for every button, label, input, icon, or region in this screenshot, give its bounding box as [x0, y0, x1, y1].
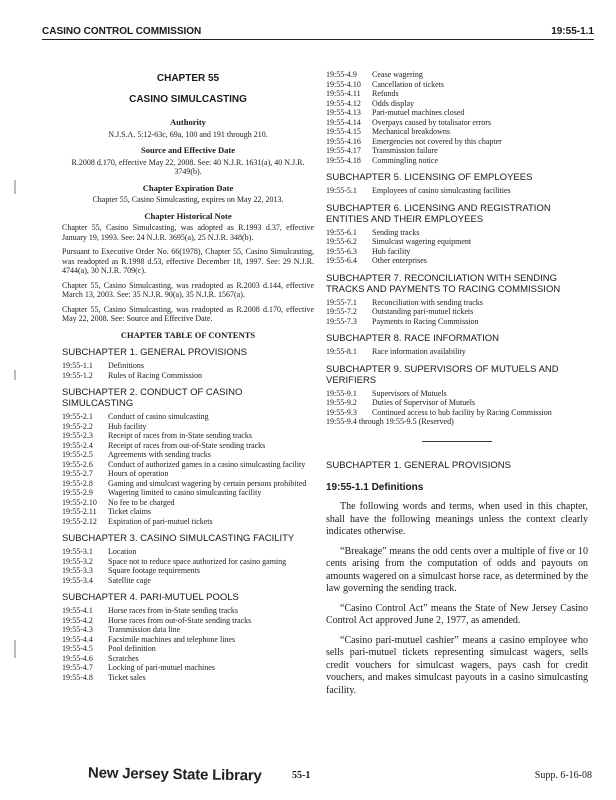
toc-entry: [62, 576, 314, 586]
subchapter-heading: SUBCHAPTER 8. RACE INFORMATION: [326, 333, 499, 344]
toc-entry-title: Horse races from out-of-State sending tracks: [108, 615, 252, 625]
toc-entry-number: 19:55-2.2: [62, 421, 93, 431]
toc-list: [326, 298, 588, 327]
body-paragraph: “Breakage” means the odd cents over a multiple of five or 10 cents arising from the computation of odds and payouts on amounts wagered on a simulcast horse race, as determined by the law governing the sending track.: [326, 545, 588, 594]
toc-entry-number: 19:55-4.5: [62, 644, 93, 653]
toc-entry-title: Outstanding pari-mutuel tickets: [372, 307, 474, 316]
section-heading: 19:55-1.1 Definitions: [326, 481, 424, 493]
scan-margin-marks: [8, 120, 28, 680]
toc-entry-number: 19:55-4.10: [326, 79, 361, 89]
toc-entry-title: Gaming and simulcast wagering by certain persons prohibited: [108, 478, 307, 488]
toc-entry-number: 19:55-3.1: [62, 547, 93, 556]
toc-entry-number: 19:55-6.1: [326, 227, 357, 237]
history-note: Chapter 55, Casino Simulcasting, was readopted as R.2008 d.170, effective May 22, 2008. See: Source and Effective Date.: [62, 304, 314, 323]
toc-entry: [62, 606, 314, 616]
toc-entry-title: Rules of Racing Commission: [108, 370, 202, 380]
toc-entry-number: 19:55-4.4: [62, 634, 93, 644]
toc-entry-number: 19:55-4.17: [326, 146, 361, 155]
toc-entry-number: 19:55-4.9: [326, 70, 357, 79]
toc-entry-number: 19:55-2.9: [62, 488, 93, 497]
toc-entry: [62, 441, 314, 451]
toc-entry-title: Simulcast wagering equipment: [372, 237, 472, 246]
toc-entry: [62, 507, 314, 517]
toc-entry: [62, 371, 314, 381]
history-note: Chapter 55, Casino Simulcasting, was readopted as R.2003 d.144, effective March 13, 2003. See: 35 N.J.R. 90(a), 35 N.J.R. 1567(a).: [62, 280, 314, 299]
toc-entry: [62, 547, 314, 557]
toc-entry-number: 19:55-2.8: [62, 478, 93, 488]
toc-entry-number: 19:55-8.1: [326, 347, 357, 356]
history-heading: Chapter Historical Note: [144, 210, 232, 221]
toc-entry-title: Receipt of races from in-State sending tracks: [108, 431, 252, 440]
toc-entry-number: 19:55-4.18: [326, 155, 361, 165]
source-text: R.2008 d.170, effective May 22, 2008. See: 40 N.J.R. 1631(a), 40 N.J.R. 3749(b).: [71, 157, 305, 176]
toc-entry: [62, 673, 314, 683]
toc-entry-number: 19:55-3.2: [62, 556, 93, 566]
toc-entry-title: Agreements with sending tracks: [108, 450, 211, 459]
toc-entry-number: 19:55-4.14: [326, 117, 361, 127]
library-stamp: New Jersey State Library: [87, 764, 262, 785]
toc-entry: [326, 398, 588, 408]
right-column: [326, 70, 588, 704]
toc-entry-title: Scratches: [108, 653, 139, 663]
expiration-text: Chapter 55, Casino Simulcasting, expires on May 22, 2013.: [92, 195, 284, 204]
subchapter-heading: SUBCHAPTER 6. LICENSING AND REGISTRATION ENTITIES AND THEIR EMPLOYEES: [326, 202, 551, 225]
toc-entry-title: Overpays caused by totalisator errors: [372, 117, 492, 127]
toc-entry-title: Emergencies not covered by this chapter: [372, 136, 502, 146]
toc-entry: [62, 517, 314, 527]
toc-reserved: 19:55-9.4 through 19:55-9.5 (Reserved): [326, 417, 454, 426]
toc-entry-title: Transmission failure: [372, 146, 438, 155]
body-paragraph: “Casino Control Act” means the State of New Jersey Casino Control Act approved June 2, 1977, as amended.: [326, 602, 588, 626]
toc-entry: [326, 307, 588, 317]
toc-entry-number: 19:55-9.3: [326, 407, 357, 417]
toc-list: [62, 412, 314, 526]
authority-heading: Authority: [170, 117, 206, 127]
chapter-title: CASINO SIMULCASTING: [129, 93, 247, 105]
header-section: 19:55-1.1: [551, 26, 594, 37]
toc-entry-title: Other enterprises: [372, 256, 427, 265]
toc-entry-title: Locking of pari-mutuel machines: [108, 663, 215, 672]
toc-entry: [62, 654, 314, 664]
subchapter-heading: SUBCHAPTER 2. CONDUCT OF CASINO SIMULCASTING: [62, 387, 243, 409]
toc-entry: [326, 70, 588, 80]
toc-entry-number: 19:55-7.1: [326, 297, 357, 307]
toc-entry-title: Square footage requirements: [108, 566, 200, 575]
toc-entry: [326, 389, 588, 399]
toc-entry-number: 19:55-2.1: [62, 412, 93, 421]
toc-entry: [326, 80, 588, 90]
header-agency: CASINO CONTROL COMMISSION: [42, 26, 202, 37]
toc-entry-title: Pari-mutuel machines closed: [372, 108, 465, 117]
body-subchapter-heading: SUBCHAPTER 1. GENERAL PROVISIONS: [326, 459, 511, 471]
source-heading: Source and Effective Date: [140, 145, 236, 155]
authority-text: N.J.S.A. 5:12-63c, 69a, 100 and 191 through 210.: [108, 129, 268, 139]
toc-entry-number: 19:55-5.1: [326, 186, 357, 195]
toc-entry-title: Race information availability: [372, 347, 466, 356]
toc-entry-title: Duties of Supervisor of Mutuels: [372, 398, 476, 407]
subchapter-heading: SUBCHAPTER 1. GENERAL PROVISIONS: [62, 347, 247, 358]
divider: [422, 441, 492, 442]
page-number: 55-1: [292, 770, 311, 781]
left-column: [62, 66, 314, 682]
toc-entry-number: 19:55-3.3: [62, 566, 93, 575]
toc-entry-title: Continued access to hub facility by Racing Commission: [372, 407, 552, 417]
toc-entry-number: 19:55-2.6: [62, 459, 93, 469]
toc-entry-title: Hub facility: [108, 421, 147, 431]
toc-entry-title: Transmission data line: [108, 625, 181, 634]
toc-entry-title: Odds display: [372, 98, 414, 108]
toc-list: [326, 389, 588, 418]
toc-entry-number: 19:55-1.2: [62, 370, 93, 380]
toc-entry: [326, 237, 588, 247]
running-header: [42, 20, 594, 40]
toc-entry-number: 19:55-4.2: [62, 615, 93, 625]
toc-entry-number: 19:55-6.4: [326, 256, 357, 265]
toc-entry-number: 19:55-7.2: [326, 307, 357, 316]
toc-entry: [326, 298, 588, 308]
toc-entry-title: Horse races from in-State sending tracks: [108, 606, 238, 615]
history-note: Chapter 55, Casino Simulcasting, was adopted as R.1993 d.37, effective January 19, 1993. See: 24 N.J.R. 3695(a), 25 N.J.R. 348(b).: [62, 223, 314, 242]
subchapter-heading: SUBCHAPTER 3. CASINO SIMULCASTING FACILITY: [62, 533, 295, 544]
toc-entry: [62, 625, 314, 635]
toc-entry-number: 19:55-4.1: [62, 606, 93, 615]
toc-entry-number: 19:55-4.3: [62, 625, 93, 634]
subchapter-heading: SUBCHAPTER 7. RECONCILIATION WITH SENDING TRACKS AND PAYMENTS TO RACING COMMISSION: [326, 272, 561, 295]
toc-entry-title: Conduct of authorized games in a casino simulcasting facility: [108, 459, 306, 469]
toc-list: [326, 70, 588, 165]
toc-entry-number: 19:55-2.4: [62, 440, 93, 450]
toc-entry-title: No fee to be charged: [108, 497, 175, 507]
toc-list: [62, 547, 314, 585]
subchapter-heading: SUBCHAPTER 4. PARI-MUTUEL POOLS: [62, 592, 239, 603]
toc-entry-title: Mechanical breakdowns: [372, 127, 450, 136]
toc-entry-title: Refunds: [372, 89, 399, 98]
toc-entry: [62, 644, 314, 654]
toc-entry-title: Wagering limited to casino simulcasting facility: [108, 488, 262, 497]
toc-list: [326, 186, 588, 196]
toc-entry-number: 19:55-7.3: [326, 316, 357, 326]
toc-entry: [326, 256, 588, 266]
subchapter-heading: SUBCHAPTER 5. LICENSING OF EMPLOYEES: [326, 172, 533, 183]
toc-entry: [62, 422, 314, 432]
toc-entry: [326, 228, 588, 238]
toc-entry: [326, 89, 588, 99]
toc-entry-number: 19:55-9.1: [326, 388, 357, 398]
toc-entry-number: 19:55-4.6: [62, 653, 93, 663]
toc-entry: [62, 616, 314, 626]
toc-entry: [326, 137, 588, 147]
toc-entry-title: Pool definition: [108, 644, 156, 653]
toc-entry: [326, 247, 588, 257]
toc-list: [62, 361, 314, 380]
toc-entry-number: 19:55-6.2: [326, 237, 357, 246]
toc-entry-title: Employees of casino simulcasting facilities: [372, 186, 511, 195]
toc-entry-number: 19:55-2.10: [62, 497, 97, 507]
toc-entry: [62, 431, 314, 441]
supplement-date: Supp. 6-16-08: [534, 770, 592, 781]
expiration-heading: Chapter Expiration Date: [142, 182, 234, 193]
toc-entry-title: Receipt of races from out-of-State sending tracks: [108, 440, 266, 450]
toc-entry-number: 19:55-3.4: [62, 575, 93, 585]
toc-entry-title: Conduct of casino simulcasting: [108, 412, 209, 421]
toc-entry: [326, 108, 588, 118]
toc-entry-number: 19:55-4.15: [326, 127, 361, 136]
toc-entry: [326, 186, 588, 196]
toc-title: CHAPTER TABLE OF CONTENTS: [120, 329, 256, 340]
toc-entry-title: Sending tracks: [372, 227, 420, 237]
toc-entry-title: Definitions: [108, 361, 144, 370]
toc-entry: [326, 146, 588, 156]
toc-entry-number: 19:55-4.7: [62, 663, 93, 672]
toc-entry-number: 19:55-4.11: [326, 89, 361, 98]
toc-entry: [62, 412, 314, 422]
toc-entry-title: Satellite cage: [108, 575, 151, 585]
toc-entry: [326, 127, 588, 137]
toc-entry: [62, 450, 314, 460]
toc-entry-title: Ticket claims: [108, 507, 152, 516]
toc-entry-title: Ticket sales: [108, 672, 146, 682]
toc-entry-title: Space not to reduce space authorized for casino gaming: [108, 556, 287, 566]
toc-entry: [326, 118, 588, 128]
chapter-number: CHAPTER 55: [156, 73, 220, 84]
toc-entry-title: Expiration of pari-mutuel tickets: [108, 516, 213, 526]
toc-entry: [326, 317, 588, 327]
toc-entry-number: 19:55-9.2: [326, 398, 357, 407]
toc-entry-number: 19:55-4.8: [62, 672, 93, 682]
toc-entry-number: 19:55-1.1: [62, 361, 93, 370]
toc-entry-title: Hub facility: [372, 246, 411, 256]
body-paragraph: “Casino pari-mutuel cashier” means a casino employee who sells pari-mutuel tickets representing simulcast wagers, sells credit vouchers for simulcast wagers, pays cash for credit vouchers, and makes simulcast payouts in a casino simulcasting facility.: [326, 634, 588, 696]
toc-entry: [62, 557, 314, 567]
toc-entry-number: 19:55-2.3: [62, 431, 93, 440]
toc-entry: [62, 361, 314, 371]
toc-entry-title: Reconciliation with sending tracks: [372, 297, 483, 307]
toc-entry-title: Supervisors of Mutuels: [372, 388, 447, 398]
toc-entry: [62, 498, 314, 508]
toc-entry-number: 19:55-2.11: [62, 507, 97, 516]
toc-list: [326, 228, 588, 266]
subchapter-heading: SUBCHAPTER 9. SUPERVISORS OF MUTUELS AND VERIFIERS: [326, 363, 559, 386]
toc-entry-title: Hours of operation: [108, 469, 169, 478]
toc-entry-number: 19:55-6.3: [326, 246, 357, 256]
history-note: Pursuant to Executive Order No. 66(1978), Chapter 55, Casino Simulcasting, was readopted as R.1998 d.53, effective December 18, 1997. See: 29 N.J.R. 4744(a), 30 N.J.R. 709(c).: [62, 247, 314, 275]
toc-entry-number: 19:55-4.12: [326, 98, 361, 108]
toc-entry-number: 19:55-2.12: [62, 516, 97, 526]
toc-entry: [62, 635, 314, 645]
toc-entry-title: Facsimile machines and telephone lines: [108, 634, 236, 644]
toc-entry: [326, 156, 588, 166]
toc-entry: [62, 663, 314, 673]
page-footer: [0, 766, 616, 790]
toc-entry: [326, 347, 588, 357]
toc-entry-number: 19:55-4.13: [326, 108, 361, 117]
toc-entry: [326, 408, 588, 418]
toc-list: [326, 347, 588, 357]
body-paragraph: The following words and terms, when used in this chapter, shall have the following meanings unless the context clearly indicates otherwise.: [326, 501, 588, 537]
toc-entry-title: Cancellation of tickets: [372, 79, 444, 89]
toc-entry-number: 19:55-2.7: [62, 469, 93, 478]
toc-entry-title: Commingling notice: [372, 155, 438, 165]
toc-entry: [62, 566, 314, 576]
toc-list: [62, 606, 314, 682]
toc-entry: [326, 99, 588, 109]
toc-entry-number: 19:55-2.5: [62, 450, 93, 459]
toc-entry-title: Cease wagering: [372, 70, 423, 79]
toc-entry-title: Payments to Racing Commission: [372, 316, 479, 326]
toc-entry: [62, 479, 314, 489]
toc-entry: [62, 488, 314, 498]
toc-entry-number: 19:55-4.16: [326, 136, 361, 146]
toc-entry: [62, 460, 314, 470]
toc-entry: [62, 469, 314, 479]
toc-entry-title: Location: [108, 547, 137, 556]
